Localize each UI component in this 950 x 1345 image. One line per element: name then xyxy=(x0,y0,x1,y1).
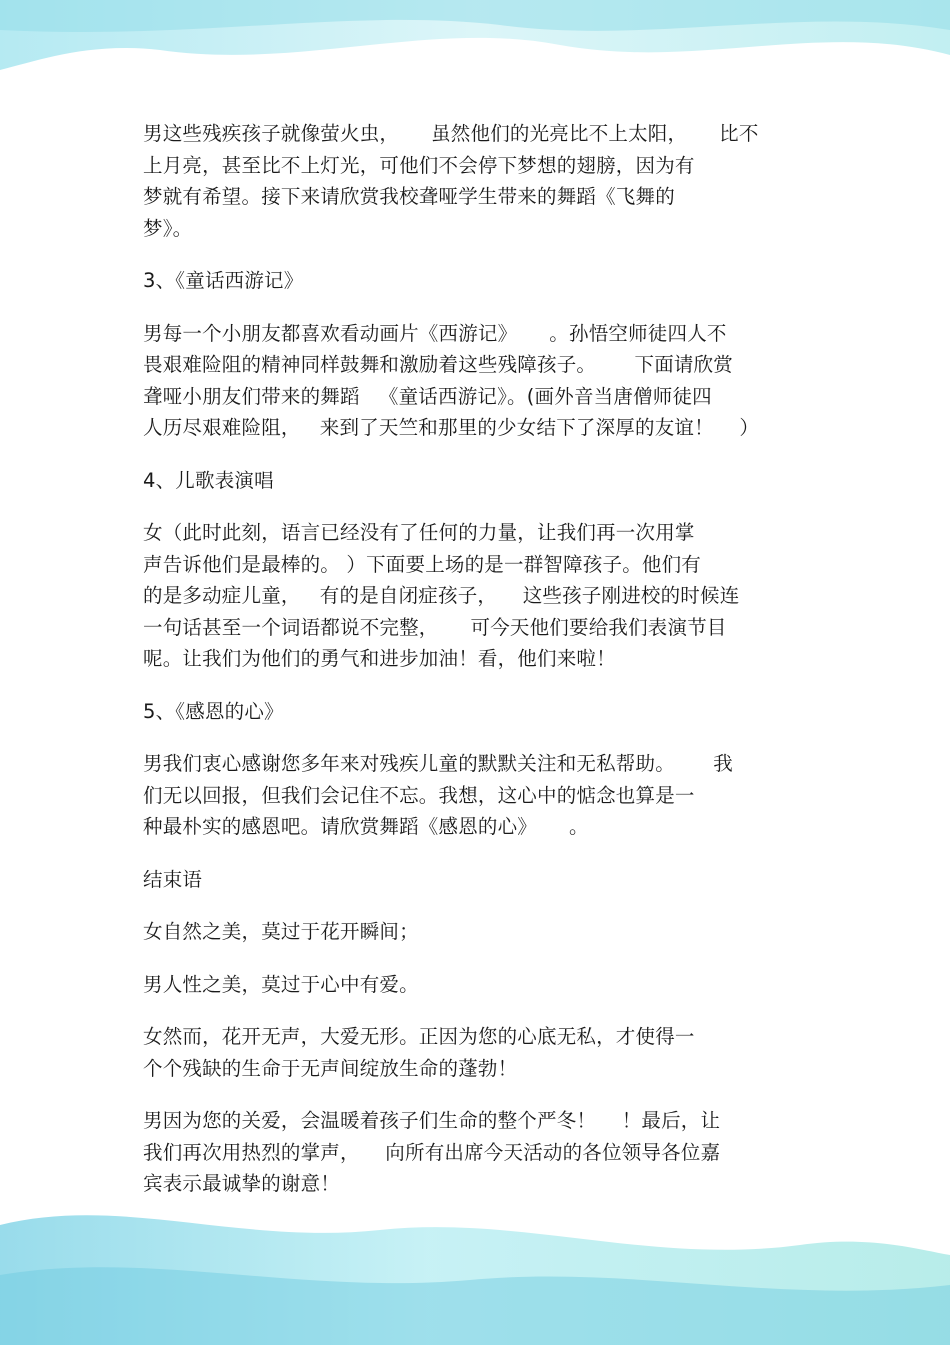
text-line: 男这些残疾孩子就像萤火虫， 虽然他们的光亮比不上太阳， 比不 xyxy=(143,122,759,145)
top-wave-decoration xyxy=(0,0,950,120)
paragraph xyxy=(143,696,823,728)
paragraph xyxy=(143,969,823,1001)
text-line: 宾表示最诚挚的谢意！ xyxy=(143,1172,341,1195)
text-line: 梦》。 xyxy=(143,216,193,240)
paragraph xyxy=(143,517,823,675)
paragraph xyxy=(143,465,823,497)
paragraph xyxy=(143,864,823,896)
text-line: 的是多动症儿童， 有的是自闭症孩子， 这些孩子刚进校的时候连 xyxy=(143,584,740,607)
text-line: 梦就有希望。接下来请欣赏我校聋哑学生带来的舞蹈《飞舞的 xyxy=(143,185,675,208)
text-line: 我们再次用热烈的掌声， 向所有出席今天活动的各位领导各位嘉 xyxy=(143,1140,721,1164)
text-line: 男因为您的关爱，会温暖着孩子们生命的整个严冬！ ！最后，让 xyxy=(143,1109,721,1132)
text-line: 人历尽艰难险阻， 来到了天竺和那里的少女结下了深厚的友谊！ ） xyxy=(143,416,760,439)
text-line: 男我们衷心感谢您多年来对残疾儿童的默默关注和无私帮助。 我 xyxy=(143,752,733,775)
paragraph xyxy=(143,748,823,843)
paragraph xyxy=(143,1021,823,1084)
text-line: 聋哑小朋友们带来的舞蹈 《童话西游记》。(画外音当唐僧师徒四 xyxy=(143,384,712,408)
text-line: 声告诉他们是最棒的。 ）下面要上场的是一群智障孩子。他们有 xyxy=(143,552,701,576)
text-line: 4、儿歌表演唱 xyxy=(143,468,274,492)
text-line: 男每一个小朋友都喜欢看动画片《西游记》 。孙悟空师徒四人不 xyxy=(143,321,727,345)
paragraph xyxy=(143,318,823,444)
text-line: 上月亮，甚至比不上灯光，可他们不会停下梦想的翅膀，因为有 xyxy=(143,153,695,177)
text-line: 种最朴实的感恩吧。请欣赏舞蹈《感恩的心》 。 xyxy=(143,815,589,838)
text-line: 女自然之美，莫过于花开瞬间； xyxy=(143,920,419,943)
paragraph xyxy=(143,265,823,297)
text-line: 畏艰难险阻的精神同样鼓舞和激励着这些残障孩子。 下面请欣赏 xyxy=(143,353,733,376)
text-line: 呢。让我们为他们的勇气和进步加油！看，他们来啦！ xyxy=(143,647,616,670)
text-line: 女（此时此刻，语言已经没有了任何的力量，让我们再一次用掌 xyxy=(143,521,695,544)
paragraph xyxy=(143,118,823,244)
text-line: 结束语 xyxy=(143,867,203,891)
text-line: 们无以回报，但我们会记住不忘。我想，这心中的惦念也算是一 xyxy=(143,783,695,807)
text-line: 个个残缺的生命于无声间绽放生命的蓬勃！ xyxy=(143,1056,518,1080)
text-line: 3、《童话西游记》 xyxy=(143,269,304,292)
text-line: 女然而，花开无声，大爱无形。正因为您的心底无私，才使得一 xyxy=(143,1025,695,1048)
text-line: 男人性之美，莫过于心中有爱。 xyxy=(143,972,419,996)
paragraph xyxy=(143,916,823,948)
paragraph xyxy=(143,1105,823,1200)
text-line: 5、《感恩的心》 xyxy=(143,699,284,723)
text-line: 一句话甚至一个词语都说不完整， 可今天他们要给我们表演节目 xyxy=(143,615,727,639)
document-body xyxy=(143,118,823,1221)
